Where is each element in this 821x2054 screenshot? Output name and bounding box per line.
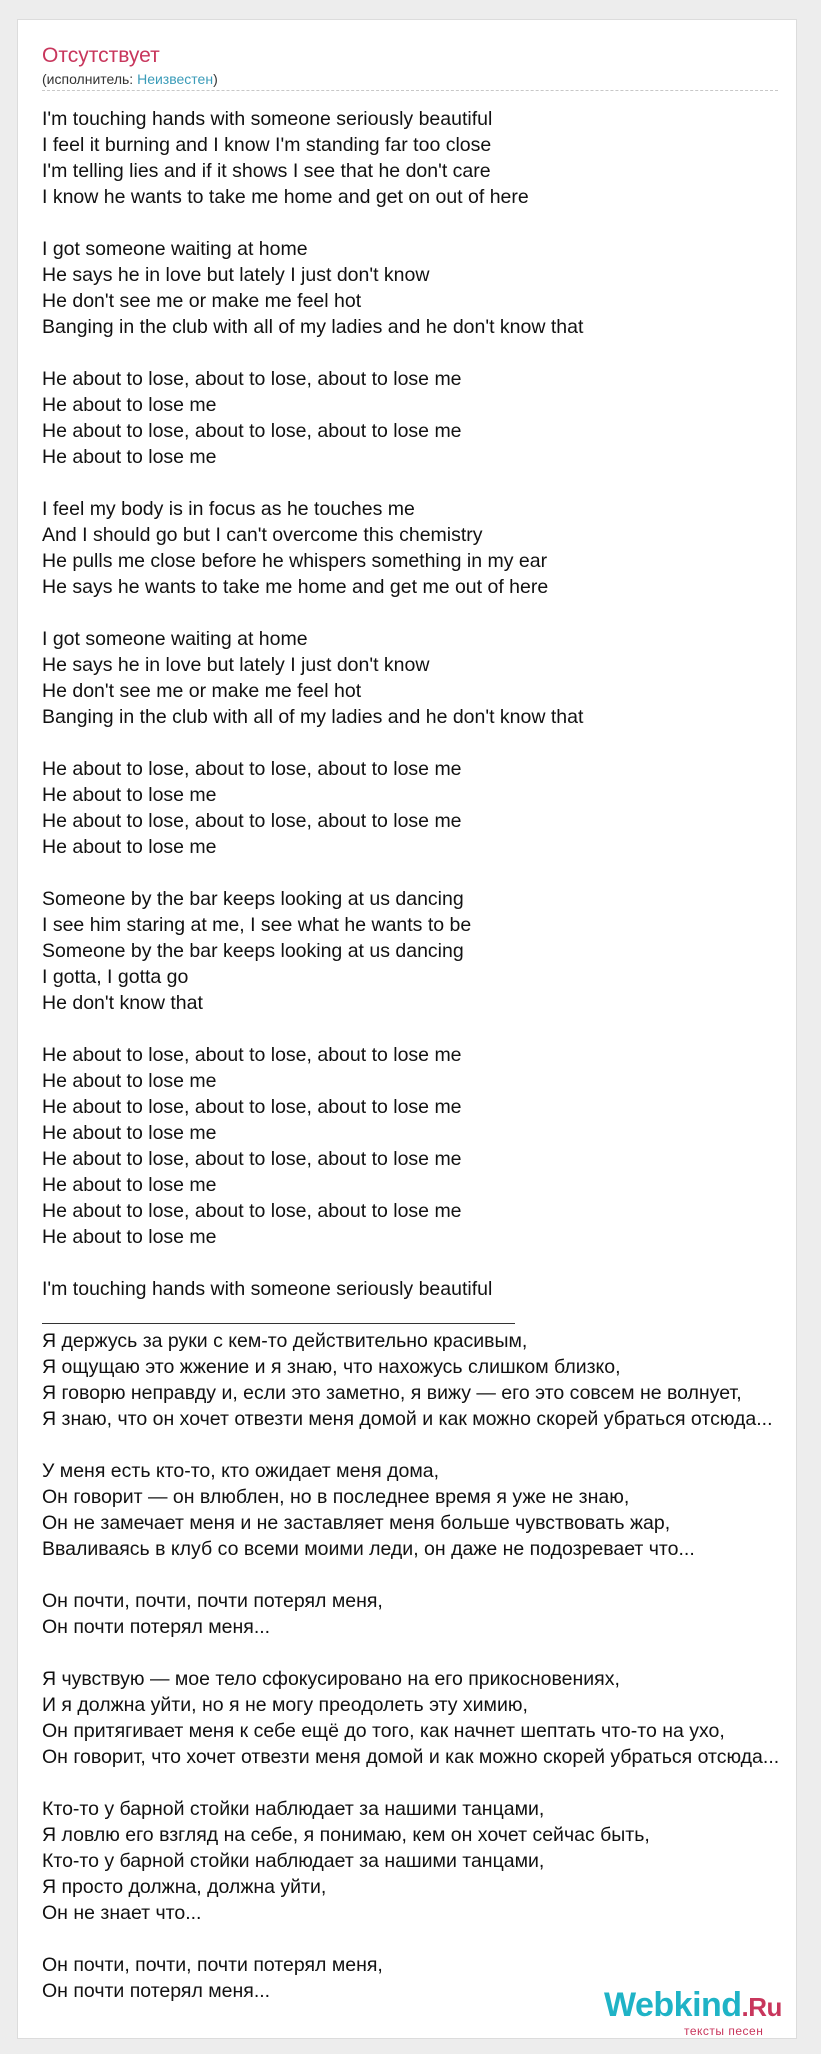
stanza [42,1588,797,1640]
lyric-line: Someone by the bar keeps looking at us dancing [42,888,464,910]
stanza [42,1666,797,1770]
lyric-line: He says he in love but lately I just don't know [42,654,430,676]
song-header [42,42,778,91]
lyric-line: He about to lose me [42,1226,217,1248]
lyric-line: He says he in love but lately I just don't know [42,264,430,286]
stanza [42,1276,797,1302]
lyric-line: He about to lose me [42,394,217,416]
lyrics-card [17,19,797,2039]
lyric-line: Я просто должна, должна уйти, [42,1876,327,1898]
logo-tagline: тексты песен [684,2024,764,2038]
lyric-line: Banging in the club with all of my ladies and he don't know that [42,316,584,338]
lyric-line: I'm touching hands with someone seriously beautiful [42,108,493,130]
lyric-line: He about to lose, about to lose, about to lose me [42,1044,462,1066]
lyric-line: Я держусь за руки с кем-то действительно красивым, [42,1330,528,1352]
artist-suffix: ) [213,71,218,87]
lyric-line: I know he wants to take me home and get on out of here [42,186,529,208]
lyric-line: Я говорю неправду и, если это заметно, я вижу — его это совсем не волнует, [42,1382,742,1404]
lyric-line: I feel my body is in focus as he touches me [42,498,415,520]
lyric-line: He about to lose, about to lose, about to lose me [42,758,462,780]
lyric-line: He about to lose me [42,1122,217,1144]
lyric-line: And I should go but I can't overcome this chemistry [42,524,483,546]
lyric-line: Banging in the club with all of my ladies and he don't know that [42,706,584,728]
stanza [42,1042,797,1250]
lyric-line: He about to lose, about to lose, about to lose me [42,1096,462,1118]
stanza [42,236,797,340]
stanza [42,626,797,730]
stanza [42,106,797,210]
site-logo[interactable] [604,1986,797,2036]
lyric-line: He don't see me or make me feel hot [42,680,362,702]
lyric-line: Я чувствую — мое тело сфокусировано на его прикосновениях, [42,1668,620,1690]
lyric-line: He about to lose, about to lose, about to lose me [42,1200,462,1222]
logo-tld: .Ru [741,1992,782,2022]
artist-line [42,70,778,91]
lyric-line: Он говорит — он влюблен, но в последнее время я уже не знаю, [42,1486,630,1508]
lyric-line: He about to lose, about to lose, about to lose me [42,1148,462,1170]
lyrics-body [42,106,797,2004]
stanza [42,366,797,470]
lyric-line: He about to lose me [42,784,217,806]
lyric-line: Он притягивает меня к себе ещё до того, как начнет шептать что-то на ухо, [42,1720,725,1742]
lyric-line: Он почти потерял меня... [42,1616,271,1638]
lyric-line: I'm touching hands with someone seriously beautiful [42,1278,493,1300]
lyric-line: I see him staring at me, I see what he wants to be [42,914,472,936]
stanza [42,1458,797,1562]
stanza [42,1328,797,1432]
lyric-line: He says he wants to take me home and get me out of here [42,576,549,598]
lyric-line: He about to lose me [42,836,217,858]
lyric-line: Он почти потерял меня... [42,1980,271,2002]
stanza [42,1796,797,1926]
lyric-line: Я ощущаю это жжение и я знаю, что нахожусь слишком близко, [42,1356,621,1378]
lyric-line: Я знаю, что он хочет отвезти меня домой и как можно скорей убраться отсюда... [42,1408,773,1430]
song-title: Отсутствует [42,44,160,67]
lyric-line: He about to lose, about to lose, about to lose me [42,368,462,390]
lyric-line: He pulls me close before he whispers something in my ear [42,550,548,572]
lyric-line: He about to lose, about to lose, about to lose me [42,810,462,832]
translation-divider [42,1302,797,1328]
stanza [42,756,797,860]
lyric-line: He about to lose, about to lose, about to lose me [42,420,462,442]
stanza [42,886,797,1016]
lyric-line: Он почти, почти, почти потерял меня, [42,1590,383,1612]
lyric-line: Кто-то у барной стойки наблюдает за нашими танцами, [42,1850,545,1872]
lyric-line: I feel it burning and I know I'm standing far too close [42,134,492,156]
artist-prefix: (исполнитель: [42,71,138,87]
lyric-line: Он не знает что... [42,1902,202,1924]
lyric-line: I got someone waiting at home [42,238,308,260]
lyric-line: He about to lose me [42,446,217,468]
lyric-line: He don't see me or make me feel hot [42,290,362,312]
lyric-line: I gotta, I gotta go [42,966,189,988]
stanza [42,496,797,600]
logo-name: Webkind [604,1986,742,2024]
lyric-line: Someone by the bar keeps looking at us dancing [42,940,464,962]
lyric-line: I got someone waiting at home [42,628,308,650]
lyric-line: Я ловлю его взгляд на себе, я понимаю, кем он хочет сейчас быть, [42,1824,650,1846]
lyric-line: Вваливаясь в клуб со всеми моими леди, он даже не подозревает что... [42,1538,695,1560]
lyric-line: Он почти, почти, почти потерял меня, [42,1954,383,1976]
lyric-line: Кто-то у барной стойки наблюдает за нашими танцами, [42,1798,545,1820]
lyric-line: Он говорит, что хочет отвезти меня домой и как можно скорей убраться отсюда... [42,1746,780,1768]
lyrics-original [42,106,797,1302]
lyric-line: He about to lose me [42,1070,217,1092]
lyric-line: Он не замечает меня и не заставляет меня больше чувствовать жар, [42,1512,671,1534]
lyric-line: He about to lose me [42,1174,217,1196]
lyrics-translation [42,1328,797,2004]
lyric-line: У меня есть кто-то, кто ожидает меня дома, [42,1460,440,1482]
lyric-line: He don't know that [42,992,203,1014]
lyric-line: I'm telling lies and if it shows I see that he don't care [42,160,491,182]
artist-link[interactable]: Неизвестен [137,71,214,87]
lyric-line: И я должна уйти, но я не могу преодолеть эту химию, [42,1694,528,1716]
